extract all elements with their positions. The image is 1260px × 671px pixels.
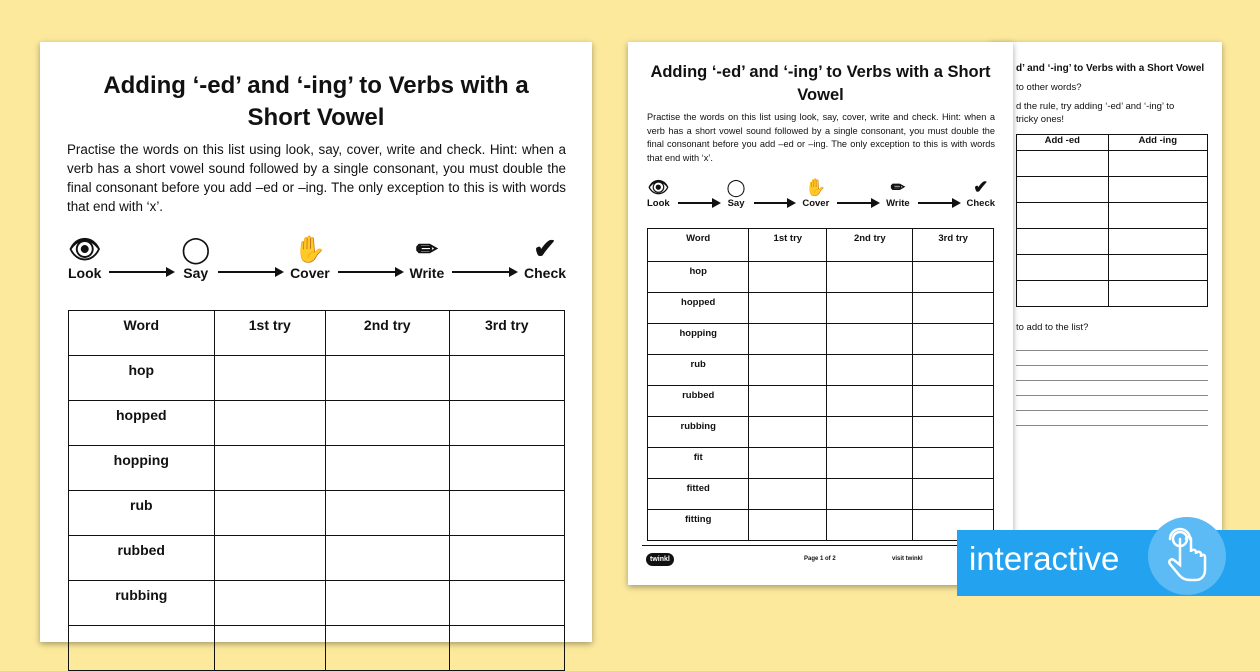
hand-icon: ✋ <box>293 234 327 264</box>
writing-line <box>1016 365 1208 380</box>
arrow-icon <box>837 202 878 204</box>
table-row: hop <box>648 262 994 293</box>
writing-line <box>1016 425 1208 440</box>
worksheet-intro: Practise the words on this list using look, say, cover, write and check. Hint: when a verb has a short vowel sound followed by a single consonant, you must double the final consonant before you add –ed or –ing. The only exception to this is with words that end with ‘x’. <box>647 112 995 163</box>
step-write: ✏ Write <box>409 234 445 281</box>
table-row: rubbing <box>648 417 994 448</box>
page-2-content <box>1016 42 1212 440</box>
table-row <box>69 626 565 671</box>
writing-line <box>1016 380 1208 395</box>
speech-bubble-icon: ◯ <box>181 234 211 264</box>
worksheet-page-2 <box>990 42 1222 540</box>
writing-line <box>1016 410 1208 425</box>
writing-line <box>1016 395 1208 410</box>
page-2-question-3: to add to the list? <box>1016 322 1089 333</box>
table-row: rubbing <box>69 581 565 626</box>
worksheet-page-1-large <box>40 42 592 642</box>
checkmark-icon: ✔ <box>533 233 557 264</box>
arrow-icon <box>338 271 402 273</box>
table-row: hopping <box>648 324 994 355</box>
arrow-icon <box>918 202 959 204</box>
table-row: rubbed <box>69 536 565 581</box>
steps-row <box>68 232 566 281</box>
page-2-question-1: to other words? <box>1016 82 1082 93</box>
table-row: rub <box>648 355 994 386</box>
page-footer <box>642 545 995 575</box>
word-table: Word 1st try 2nd try 3rd try hop hopped hopping rub rubbed rubbing fit fitted fitting <box>647 228 994 541</box>
table-row: rubbed <box>648 386 994 417</box>
table-row: hopped <box>69 401 565 446</box>
arrow-icon <box>754 202 795 204</box>
arrow-icon <box>218 271 282 273</box>
arrow-icon <box>109 271 173 273</box>
worksheet-page-1 <box>628 42 1013 585</box>
hand-icon: ✋ <box>805 178 827 197</box>
add-suffix-table: Add -ed Add -ing <box>1016 134 1208 307</box>
steps-row: 👁 Look ◯ Say ✋ Cover ✏ Write ✔ Check <box>647 177 996 209</box>
page-number: Page 1 of 2 <box>804 556 836 562</box>
page-2-question-2: d the rule, try adding ‘-ed’ and ‘-ing’ to tricky ones! <box>1016 101 1175 125</box>
arrow-icon <box>452 271 516 273</box>
step-say: ◯ Say <box>181 234 211 281</box>
table-row: hop <box>69 356 565 401</box>
table-row: hopping <box>69 446 565 491</box>
twinkl-logo: twinkl <box>646 553 674 566</box>
worksheet-title: Adding ‘-ed’ and ‘-ing’ to Verbs with a Short Vowel <box>650 63 991 104</box>
visit-link[interactable]: visit twinkl <box>892 556 923 562</box>
eye-icon: 👁 <box>647 178 670 197</box>
pencil-icon: ✏ <box>415 234 438 264</box>
step-cover: ✋ Cover <box>290 234 330 281</box>
speech-bubble-icon: ◯ <box>726 178 746 197</box>
writing-line <box>1016 350 1208 365</box>
checkmark-icon: ✔ <box>973 177 989 197</box>
eye-icon: 👁 <box>68 234 102 264</box>
word-table: Word 1st try 2nd try 3rd try hop hopped hopping rub rubbed rubbing <box>68 310 565 671</box>
page-2-title: d’ and ‘-ing’ to Verbs with a Short Vowel <box>1016 63 1205 74</box>
interactive-label: interactive <box>969 540 1120 577</box>
tap-hand-icon <box>1148 517 1226 595</box>
arrow-icon <box>678 202 719 204</box>
table-row: fit <box>648 448 994 479</box>
step-look: 👁 Look <box>68 234 102 281</box>
table-row: rub <box>69 491 565 536</box>
table-row: hopped <box>648 293 994 324</box>
worksheet-intro: Practise the words on this list using look, say, cover, write and check. Hint: when a verb has a short vowel sound followed by a single consonant, you must double the final consonant before you add –ed or –ing. The only exception to this is with words that end with ‘x’. <box>67 142 566 214</box>
step-check: ✔ Check <box>524 233 567 281</box>
table-row: fitted <box>648 479 994 510</box>
worksheet-title: Adding ‘-ed’ and ‘-ing’ to Verbs with a Short Vowel <box>103 72 529 131</box>
table-row: fitting <box>648 510 994 541</box>
pencil-icon: ✏ <box>890 178 906 197</box>
